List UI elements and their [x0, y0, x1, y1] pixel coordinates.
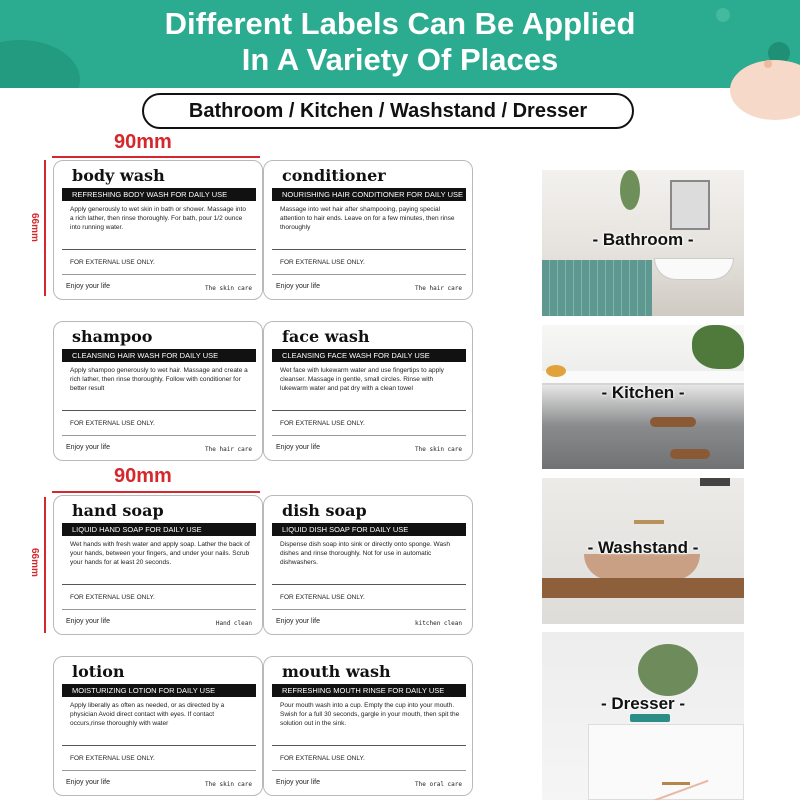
label-card-shampoo: [53, 321, 263, 461]
label-name: body wash: [72, 166, 165, 185]
label-warning: FOR EXTERNAL USE ONLY.: [70, 755, 155, 762]
label-description: Apply liberally as often as needed, or as directed by a physician Avoid direct contact with eyes. If contact occurs,rinse thoroughly with water: [70, 702, 225, 727]
tap-illustration: [634, 520, 664, 524]
label-footer-right: The oral care: [415, 781, 462, 788]
label-footer-left: Enjoy your life: [66, 618, 110, 625]
label-name: shampoo: [72, 327, 153, 346]
label-card-hand-soap: [53, 495, 263, 635]
page-title-line1: Different Labels Can Be Applied: [164, 6, 636, 41]
height-dimension-line: [44, 160, 46, 296]
lamp-illustration: [700, 478, 730, 486]
dresser-photo: [542, 632, 744, 800]
wood-shelf-illustration: [542, 578, 744, 598]
label-description: Apply shampoo generously to wet hair. Massage and create a rich lather, then rinse thoroughly. Follow with conditioner for better result: [70, 367, 248, 392]
label-divider: [272, 274, 466, 275]
label-divider: [62, 770, 256, 771]
label-card-lotion: [53, 656, 263, 796]
plant-illustration: [638, 644, 698, 696]
height-dimension-label: 66mm: [29, 548, 40, 577]
label-card-conditioner: [263, 160, 473, 300]
label-divider: [62, 274, 256, 275]
label-card-body-wash: [53, 160, 263, 300]
label-subtitle: MOISTURIZING LOTION FOR DAILY USE: [62, 684, 256, 697]
label-warning: FOR EXTERNAL USE ONLY.: [280, 755, 365, 762]
label-name: lotion: [72, 662, 125, 681]
page-title-line2: In A Variety Of Places: [241, 42, 559, 77]
label-subtitle: NOURISHING HAIR CONDITIONER FOR DAILY USE: [272, 188, 466, 201]
drawer-handle-illustration: [662, 782, 690, 785]
label-name: hand soap: [72, 501, 164, 520]
kitchen-caption: - Kitchen -: [601, 383, 685, 402]
label-divider: [272, 609, 466, 610]
bathroom-caption: - Bathroom -: [592, 230, 694, 249]
washstand-photo: [542, 478, 744, 624]
label-divider: [272, 249, 466, 250]
plant-illustration: [692, 325, 744, 369]
label-footer-left: Enjoy your life: [66, 779, 110, 786]
label-footer-right: The hair care: [205, 446, 252, 453]
label-footer-right: The skin care: [415, 446, 462, 453]
label-footer-left: Enjoy your life: [276, 444, 320, 451]
label-divider: [62, 584, 256, 585]
label-footer-left: Enjoy your life: [66, 444, 110, 451]
label-name: face wash: [282, 327, 370, 346]
stool-illustration: [670, 449, 710, 459]
label-divider: [62, 249, 256, 250]
peach-decoration: [730, 60, 800, 120]
width-dimension-label: 90mm: [114, 131, 172, 153]
height-dimension-line: [44, 497, 46, 633]
label-name: mouth wash: [282, 662, 391, 681]
plant-illustration: [620, 170, 640, 210]
dresser-caption: - Dresser -: [600, 694, 686, 713]
width-dimension-line: [52, 156, 260, 158]
label-description: Wet face with lukewarm water and use fingertips to apply cleanser. Massage in gentle, small circles. Rinse with lukewarm water and pat dry with a clean towel: [280, 367, 444, 392]
label-footer-right: The skin care: [205, 285, 252, 292]
dot-decoration: [764, 60, 772, 68]
label-subtitle: CLEANSING HAIR WASH FOR DAILY USE: [62, 349, 256, 362]
label-divider: [272, 770, 466, 771]
label-divider: [272, 584, 466, 585]
label-warning: FOR EXTERNAL USE ONLY.: [70, 594, 155, 601]
width-dimension-label: 90mm: [114, 465, 172, 487]
label-divider: [272, 435, 466, 436]
stool-illustration: [650, 417, 696, 427]
dresser-cabinet-illustration: [588, 724, 744, 800]
header-banner: [0, 0, 800, 88]
label-subtitle: REFRESHING MOUTH RINSE FOR DAILY USE: [272, 684, 466, 697]
label-subtitle: REFRESHING BODY WASH FOR DAILY USE: [62, 188, 256, 201]
label-card-face-wash: [263, 321, 473, 461]
label-warning: FOR EXTERNAL USE ONLY.: [280, 594, 365, 601]
label-footer-right: kitchen clean: [415, 620, 462, 627]
label-warning: FOR EXTERNAL USE ONLY.: [280, 259, 365, 266]
label-name: dish soap: [282, 501, 367, 520]
label-footer-left: Enjoy your life: [276, 618, 320, 625]
tray-illustration: [630, 714, 670, 722]
label-description: Wet hands with fresh water and apply soap. Lather the back of your hands, between your fingers, and under your nails. Scrub your hands for at least 20 seconds.: [70, 541, 250, 566]
label-footer-right: The skin care: [205, 781, 252, 788]
label-name: conditioner: [282, 166, 386, 185]
height-dimension-label: 66mm: [29, 213, 40, 242]
label-divider: [62, 745, 256, 746]
places-pill: Bathroom / Kitchen / Washstand / Dresser: [142, 93, 634, 129]
label-footer-right: The hair care: [415, 285, 462, 292]
label-warning: FOR EXTERNAL USE ONLY.: [280, 420, 365, 427]
label-footer-right: Hand clean: [215, 620, 252, 627]
label-divider: [62, 609, 256, 610]
label-warning: FOR EXTERNAL USE ONLY.: [70, 259, 155, 266]
washstand-caption: - Washstand -: [587, 538, 699, 557]
fruit-bowl-illustration: [546, 365, 566, 377]
bathtub-tiles-illustration: [542, 260, 652, 316]
label-divider: [272, 410, 466, 411]
width-dimension-line: [52, 491, 260, 493]
label-warning: FOR EXTERNAL USE ONLY.: [70, 420, 155, 427]
label-divider: [272, 745, 466, 746]
label-subtitle: LIQUID HAND SOAP FOR DAILY USE: [62, 523, 256, 536]
label-description: Apply generously to wet skin in bath or shower. Massage into a rich lather, then rinse thoroughly. For bath, pour 1/2 ounce into running water.: [70, 206, 246, 231]
kitchen-photo: [542, 325, 744, 469]
mirror-illustration: [670, 180, 710, 230]
label-footer-left: Enjoy your life: [66, 283, 110, 290]
label-footer-left: Enjoy your life: [276, 779, 320, 786]
sink-illustration: [654, 258, 734, 280]
label-card-mouth-wash: [263, 656, 473, 796]
label-subtitle: CLEANSING FACE WASH FOR DAILY USE: [272, 349, 466, 362]
label-description: Massage into wet hair after shampooing, paying special attention to hair ends. Leave on for a few minutes, then rinse thoroughly: [280, 206, 455, 231]
bathroom-photo: [542, 170, 744, 316]
label-footer-left: Enjoy your life: [276, 283, 320, 290]
label-card-dish-soap: [263, 495, 473, 635]
label-subtitle: LIQUID DISH SOAP FOR DAILY USE: [272, 523, 466, 536]
label-divider: [62, 435, 256, 436]
label-description: Dispense dish soap into sink or directly onto sponge. Wash dishes and rinse thoroughly. Not for use in automatic dishwashers.: [280, 541, 450, 566]
label-divider: [62, 410, 256, 411]
label-description: Pour mouth wash into a cup. Empty the cup into your mouth. Swish for a full 30 seconds, gargle in your mouth, then spit the solution out in the sink.: [280, 702, 460, 727]
